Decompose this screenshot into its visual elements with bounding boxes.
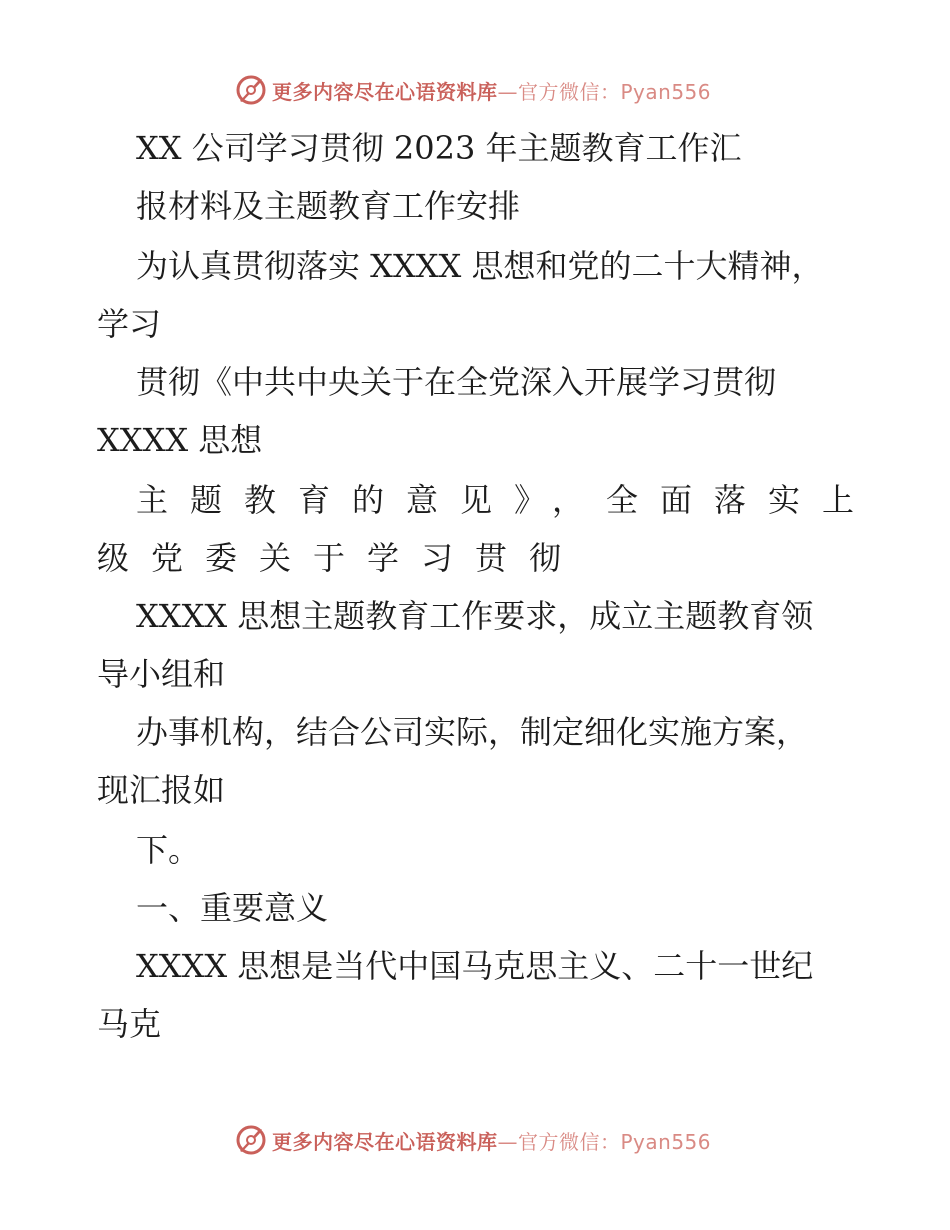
watermark-text (272, 76, 711, 105)
paragraph-line: 学习 (97, 305, 162, 343)
watermark-banner-bottom (0, 1120, 950, 1160)
watermark-text (272, 1126, 711, 1155)
title-line-1: XX 公司学习贯彻 2023 年主题教育工作汇 (136, 129, 742, 167)
section-heading: 一、重要意义 (136, 889, 329, 927)
watermark-brand: 更多内容尽在心语资料库 (272, 79, 498, 104)
paragraph-line: 主题教育的意见》，全面落实上 (136, 481, 877, 519)
paragraph-line: 马克 (97, 1005, 162, 1043)
quill-logo-icon (234, 1123, 268, 1157)
watermark-brand: 更多内容尽在心语资料库 (272, 1129, 498, 1154)
paragraph-line: 级党委关于学习贯彻 (97, 539, 584, 577)
paragraph-line: 贯彻《中共中央关于在全党深入开展学习贯彻 (136, 363, 777, 401)
paragraph-line: 导小组和 (97, 655, 226, 693)
paragraph-line: 为认真贯彻落实 XXXX 思想和党的二十大精神， (136, 247, 824, 285)
quill-logo-icon (234, 73, 268, 107)
paragraph-line: XXXX 思想主题教育工作要求，成立主题教育领 (136, 597, 814, 635)
watermark-contact: —官方微信：Pyan556 (497, 1129, 712, 1154)
paragraph-line: 下。 (136, 831, 201, 869)
watermark-contact: —官方微信：Pyan556 (497, 79, 712, 104)
paragraph-line: XXXX 思想是当代中国马克思主义、二十一世纪 (136, 947, 814, 985)
paragraph-line: XXXX 思想 (97, 421, 263, 459)
watermark-banner-top (0, 70, 950, 110)
title-line-2: 报材料及主题教育工作安排 (136, 187, 521, 225)
paragraph-line: 现汇报如 (97, 771, 226, 809)
paragraph-line: 办事机构，结合公司实际，制定细化实施方案， (136, 713, 809, 751)
